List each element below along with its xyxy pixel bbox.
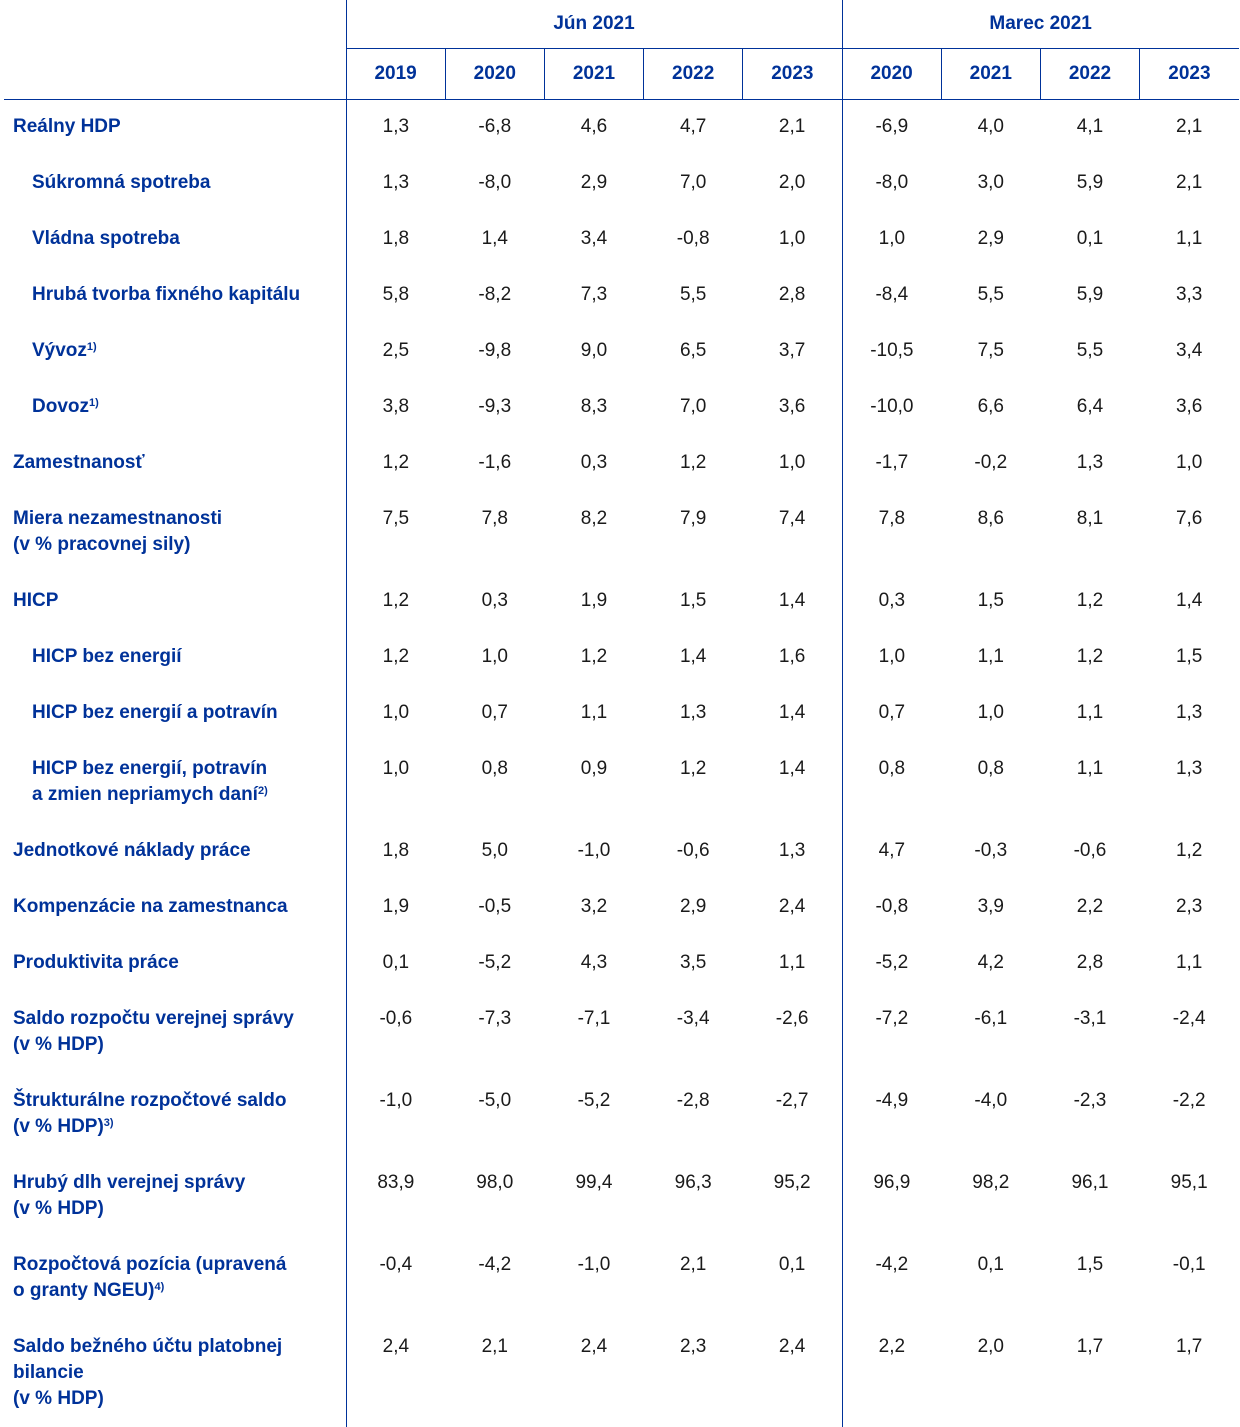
row-label-line: (v % HDP) <box>13 1116 104 1137</box>
row-label-line: (v % pracovnej sily) <box>13 534 190 555</box>
row-label-line: HICP bez energií, potravín <box>32 758 267 779</box>
row-label-line: Hrubá tvorba fixného kapitálu <box>32 284 300 305</box>
value-cell: 4,3 <box>544 935 643 991</box>
value-cell: 98,2 <box>941 1155 1040 1237</box>
value-cell: 2,1 <box>1140 100 1239 156</box>
value-cell: 1,1 <box>1140 211 1239 267</box>
value-cell: 2,0 <box>941 1319 1040 1427</box>
row-label-line: Zamestnanosť <box>13 452 145 473</box>
value-cell: 8,2 <box>544 491 643 573</box>
row-label-line: Saldo rozpočtu verejnej správy <box>13 1008 294 1029</box>
table-row <box>4 100 1239 156</box>
value-cell: -7,3 <box>445 991 544 1073</box>
value-cell: -2,8 <box>644 1073 743 1155</box>
row-label-line: HICP bez energií <box>32 646 182 667</box>
value-cell: 1,1 <box>544 685 643 741</box>
value-cell: 1,0 <box>941 685 1040 741</box>
value-cell: 2,1 <box>445 1319 544 1427</box>
value-cell: 1,5 <box>1140 629 1239 685</box>
value-cell: -5,2 <box>544 1073 643 1155</box>
table-row <box>4 211 1239 267</box>
row-label-line: (v % HDP) <box>13 1034 104 1055</box>
value-cell: 2,1 <box>644 1237 743 1319</box>
value-cell: -7,2 <box>842 991 941 1073</box>
value-cell: 95,2 <box>743 1155 842 1237</box>
value-cell: -0,1 <box>1140 1237 1239 1319</box>
value-cell: 7,6 <box>1140 491 1239 573</box>
value-cell: 0,8 <box>842 741 941 823</box>
value-cell: -2,7 <box>743 1073 842 1155</box>
value-cell: 6,5 <box>644 323 743 379</box>
value-cell: 1,2 <box>644 435 743 491</box>
value-cell: -0,8 <box>842 879 941 935</box>
value-cell: 3,6 <box>1140 379 1239 435</box>
value-cell: 0,3 <box>544 435 643 491</box>
value-cell: 5,5 <box>644 267 743 323</box>
table-row <box>4 491 1239 573</box>
value-cell: -4,2 <box>445 1237 544 1319</box>
projections-table <box>4 0 1239 1427</box>
row-label <box>4 935 346 991</box>
row-label <box>4 879 346 935</box>
value-cell: 0,1 <box>941 1237 1040 1319</box>
row-label <box>4 629 346 685</box>
value-cell: -0,6 <box>1040 823 1139 879</box>
value-cell: 1,1 <box>1040 685 1139 741</box>
row-label <box>4 323 346 379</box>
year-header: 2020 <box>445 49 544 100</box>
value-cell: 1,4 <box>445 211 544 267</box>
value-cell: 6,4 <box>1040 379 1139 435</box>
value-cell: 2,9 <box>941 211 1040 267</box>
value-cell: 2,8 <box>743 267 842 323</box>
value-cell: 1,8 <box>346 211 445 267</box>
table-row <box>4 379 1239 435</box>
value-cell: 5,5 <box>941 267 1040 323</box>
value-cell: -9,8 <box>445 323 544 379</box>
value-cell: 0,1 <box>1040 211 1139 267</box>
value-cell: 0,7 <box>445 685 544 741</box>
value-cell: 2,4 <box>743 1319 842 1427</box>
row-label-line: Štrukturálne rozpočtové saldo <box>13 1090 286 1111</box>
row-label-line: Miera nezamestnanosti <box>13 508 222 529</box>
value-cell: -0,5 <box>445 879 544 935</box>
value-cell: -0,3 <box>941 823 1040 879</box>
value-cell: 7,4 <box>743 491 842 573</box>
value-cell: 4,1 <box>1040 100 1139 156</box>
value-cell: -2,6 <box>743 991 842 1073</box>
value-cell: 3,3 <box>1140 267 1239 323</box>
row-label-line: Saldo bežného účtu platobnej <box>13 1336 282 1357</box>
table-row <box>4 1319 1239 1427</box>
value-cell: 4,6 <box>544 100 643 156</box>
row-label-line: Jednotkové náklady práce <box>13 840 251 861</box>
value-cell: 1,2 <box>346 629 445 685</box>
value-cell: 5,5 <box>1040 323 1139 379</box>
footnote-marker: 2) <box>258 785 268 797</box>
row-label <box>4 155 346 211</box>
value-cell: 1,0 <box>346 741 445 823</box>
group-header-june: Jún 2021 <box>346 0 842 49</box>
row-label <box>4 685 346 741</box>
table-row <box>4 323 1239 379</box>
value-cell: 96,9 <box>842 1155 941 1237</box>
value-cell: 1,1 <box>743 935 842 991</box>
value-cell: -2,4 <box>1140 991 1239 1073</box>
value-cell: 1,0 <box>842 629 941 685</box>
value-cell: 3,7 <box>743 323 842 379</box>
value-cell: 8,1 <box>1040 491 1139 573</box>
value-cell: 5,9 <box>1040 267 1139 323</box>
value-cell: -0,2 <box>941 435 1040 491</box>
value-cell: 1,4 <box>1140 573 1239 629</box>
row-label <box>4 573 346 629</box>
row-label-line: Hrubý dlh verejnej správy <box>13 1172 245 1193</box>
value-cell: 2,4 <box>346 1319 445 1427</box>
value-cell: -5,2 <box>842 935 941 991</box>
value-cell: 7,0 <box>644 155 743 211</box>
value-cell: -2,3 <box>1040 1073 1139 1155</box>
value-cell: 2,1 <box>1140 155 1239 211</box>
value-cell: -1,0 <box>346 1073 445 1155</box>
year-header: 2021 <box>544 49 643 100</box>
table-row <box>4 267 1239 323</box>
value-cell: -4,2 <box>842 1237 941 1319</box>
value-cell: 3,2 <box>544 879 643 935</box>
table-row <box>4 685 1239 741</box>
value-cell: 1,0 <box>743 211 842 267</box>
row-label <box>4 435 346 491</box>
row-label-line: bilancie <box>13 1362 84 1383</box>
table-row <box>4 879 1239 935</box>
value-cell: 4,2 <box>941 935 1040 991</box>
value-cell: 3,0 <box>941 155 1040 211</box>
row-label <box>4 1319 346 1427</box>
value-cell: -4,0 <box>941 1073 1040 1155</box>
value-cell: 4,7 <box>644 100 743 156</box>
value-cell: 1,9 <box>544 573 643 629</box>
value-cell: 2,0 <box>743 155 842 211</box>
value-cell: 98,0 <box>445 1155 544 1237</box>
corner-cell <box>4 0 346 49</box>
row-label <box>4 1155 346 1237</box>
value-cell: 83,9 <box>346 1155 445 1237</box>
value-cell: 1,5 <box>644 573 743 629</box>
value-cell: -1,0 <box>544 823 643 879</box>
row-label <box>4 491 346 573</box>
value-cell: 3,4 <box>1140 323 1239 379</box>
value-cell: 3,6 <box>743 379 842 435</box>
row-label <box>4 211 346 267</box>
value-cell: -0,4 <box>346 1237 445 1319</box>
table-row <box>4 1073 1239 1155</box>
value-cell: -3,1 <box>1040 991 1139 1073</box>
value-cell: 1,1 <box>1040 741 1139 823</box>
table-row <box>4 1155 1239 1237</box>
value-cell: -6,9 <box>842 100 941 156</box>
value-cell: -5,2 <box>445 935 544 991</box>
value-cell: 5,0 <box>445 823 544 879</box>
value-cell: 1,3 <box>346 155 445 211</box>
row-label-line: (v % HDP) <box>13 1198 104 1219</box>
row-label-line: o granty NGEU) <box>13 1280 154 1301</box>
row-label-line: HICP <box>13 590 58 611</box>
value-cell: 1,2 <box>1040 629 1139 685</box>
value-cell: -8,0 <box>842 155 941 211</box>
value-cell: 1,7 <box>1140 1319 1239 1427</box>
value-cell: 1,0 <box>1140 435 1239 491</box>
row-label <box>4 100 346 156</box>
value-cell: 1,4 <box>743 573 842 629</box>
value-cell: 1,2 <box>1140 823 1239 879</box>
value-cell: -9,3 <box>445 379 544 435</box>
table-row <box>4 629 1239 685</box>
value-cell: 2,1 <box>743 100 842 156</box>
year-header: 2022 <box>1040 49 1139 100</box>
row-label-line: Vládna spotreba <box>32 228 180 249</box>
row-label-line: Reálny HDP <box>13 116 121 137</box>
value-cell: -1,0 <box>544 1237 643 1319</box>
group-header-march: Marec 2021 <box>842 0 1239 49</box>
value-cell: -0,6 <box>644 823 743 879</box>
footnote-marker: 1) <box>89 397 99 409</box>
year-header: 2022 <box>644 49 743 100</box>
value-cell: 4,0 <box>941 100 1040 156</box>
value-cell: -6,8 <box>445 100 544 156</box>
value-cell: -2,2 <box>1140 1073 1239 1155</box>
row-label-line: Vývoz <box>32 340 87 361</box>
value-cell: 5,9 <box>1040 155 1139 211</box>
value-cell: 0,8 <box>941 741 1040 823</box>
value-cell: -5,0 <box>445 1073 544 1155</box>
value-cell: 7,8 <box>445 491 544 573</box>
row-label-line: HICP bez energií a potravín <box>32 702 278 723</box>
value-cell: 2,9 <box>544 155 643 211</box>
value-cell: 1,1 <box>1140 935 1239 991</box>
table-row <box>4 1237 1239 1319</box>
row-label-line: (v % HDP) <box>13 1388 104 1409</box>
value-cell: 6,6 <box>941 379 1040 435</box>
value-cell: 8,3 <box>544 379 643 435</box>
value-cell: 2,3 <box>644 1319 743 1427</box>
value-cell: -3,4 <box>644 991 743 1073</box>
value-cell: 1,2 <box>346 573 445 629</box>
row-label <box>4 379 346 435</box>
value-cell: 1,0 <box>445 629 544 685</box>
value-cell: 2,5 <box>346 323 445 379</box>
value-cell: 95,1 <box>1140 1155 1239 1237</box>
value-cell: -0,8 <box>644 211 743 267</box>
value-cell: 9,0 <box>544 323 643 379</box>
value-cell: -1,7 <box>842 435 941 491</box>
row-label-line: Kompenzácie na zamestnanca <box>13 896 288 917</box>
value-cell: 0,9 <box>544 741 643 823</box>
value-cell: 1,3 <box>743 823 842 879</box>
value-cell: -4,9 <box>842 1073 941 1155</box>
value-cell: 2,2 <box>1040 879 1139 935</box>
value-cell: 1,0 <box>346 685 445 741</box>
value-cell: 5,8 <box>346 267 445 323</box>
value-cell: 7,0 <box>644 379 743 435</box>
value-cell: -10,5 <box>842 323 941 379</box>
row-label <box>4 991 346 1073</box>
value-cell: 99,4 <box>544 1155 643 1237</box>
value-cell: 1,3 <box>1140 685 1239 741</box>
value-cell: 1,3 <box>644 685 743 741</box>
value-cell: -8,2 <box>445 267 544 323</box>
table-row <box>4 573 1239 629</box>
value-cell: -7,1 <box>544 991 643 1073</box>
value-cell: 2,2 <box>842 1319 941 1427</box>
value-cell: 1,3 <box>346 100 445 156</box>
value-cell: -8,4 <box>842 267 941 323</box>
value-cell: -0,6 <box>346 991 445 1073</box>
value-cell: 7,3 <box>544 267 643 323</box>
row-label <box>4 741 346 823</box>
value-cell: 1,2 <box>1040 573 1139 629</box>
value-cell: 7,9 <box>644 491 743 573</box>
value-cell: 1,3 <box>1140 741 1239 823</box>
value-cell: 8,6 <box>941 491 1040 573</box>
value-cell: 1,1 <box>941 629 1040 685</box>
value-cell: 2,4 <box>544 1319 643 1427</box>
value-cell: -8,0 <box>445 155 544 211</box>
year-header: 2021 <box>941 49 1040 100</box>
value-cell: 1,3 <box>1040 435 1139 491</box>
value-cell: 2,9 <box>644 879 743 935</box>
value-cell: -10,0 <box>842 379 941 435</box>
table-row <box>4 991 1239 1073</box>
value-cell: 3,8 <box>346 379 445 435</box>
value-cell: 96,3 <box>644 1155 743 1237</box>
value-cell: 1,0 <box>743 435 842 491</box>
footnote-marker: 3) <box>104 1117 114 1129</box>
value-cell: 0,3 <box>842 573 941 629</box>
row-label <box>4 1073 346 1155</box>
table-row <box>4 155 1239 211</box>
table-row <box>4 435 1239 491</box>
value-cell: 1,4 <box>743 741 842 823</box>
table-row <box>4 741 1239 823</box>
value-cell: 0,1 <box>346 935 445 991</box>
year-header: 2023 <box>743 49 842 100</box>
value-cell: 1,2 <box>544 629 643 685</box>
footnote-marker: 4) <box>154 1281 164 1293</box>
value-cell: 1,5 <box>1040 1237 1139 1319</box>
value-cell: 0,3 <box>445 573 544 629</box>
value-cell: 1,4 <box>644 629 743 685</box>
value-cell: 3,5 <box>644 935 743 991</box>
row-label <box>4 823 346 879</box>
value-cell: 7,8 <box>842 491 941 573</box>
value-cell: 0,7 <box>842 685 941 741</box>
row-label-line: a zmien nepriamych daní <box>32 784 258 805</box>
row-label <box>4 267 346 323</box>
value-cell: 1,7 <box>1040 1319 1139 1427</box>
value-cell: 1,8 <box>346 823 445 879</box>
value-cell: 0,1 <box>743 1237 842 1319</box>
value-cell: 1,9 <box>346 879 445 935</box>
value-cell: 0,8 <box>445 741 544 823</box>
year-header: 2020 <box>842 49 941 100</box>
value-cell: 1,4 <box>743 685 842 741</box>
value-cell: 2,8 <box>1040 935 1139 991</box>
row-label-line: Dovoz <box>32 396 89 417</box>
value-cell: -6,1 <box>941 991 1040 1073</box>
table-body <box>4 100 1239 1427</box>
value-cell: 7,5 <box>941 323 1040 379</box>
value-cell: 7,5 <box>346 491 445 573</box>
year-header: 2019 <box>346 49 445 100</box>
table-row <box>4 823 1239 879</box>
footnote-marker: 1) <box>87 341 97 353</box>
value-cell: 2,4 <box>743 879 842 935</box>
value-cell: 1,5 <box>941 573 1040 629</box>
row-label-line: Súkromná spotreba <box>32 172 210 193</box>
value-cell: 3,4 <box>544 211 643 267</box>
value-cell: 4,7 <box>842 823 941 879</box>
table-row <box>4 935 1239 991</box>
row-label <box>4 1237 346 1319</box>
value-cell: 1,2 <box>346 435 445 491</box>
year-header: 2023 <box>1140 49 1239 100</box>
value-cell: 96,1 <box>1040 1155 1139 1237</box>
row-label-line: Rozpočtová pozícia (upravená <box>13 1254 286 1275</box>
value-cell: 1,2 <box>644 741 743 823</box>
value-cell: -1,6 <box>445 435 544 491</box>
row-label-line: Produktivita práce <box>13 952 179 973</box>
value-cell: 3,9 <box>941 879 1040 935</box>
value-cell: 2,3 <box>1140 879 1239 935</box>
label-header <box>4 49 346 100</box>
value-cell: 1,0 <box>842 211 941 267</box>
value-cell: 1,6 <box>743 629 842 685</box>
